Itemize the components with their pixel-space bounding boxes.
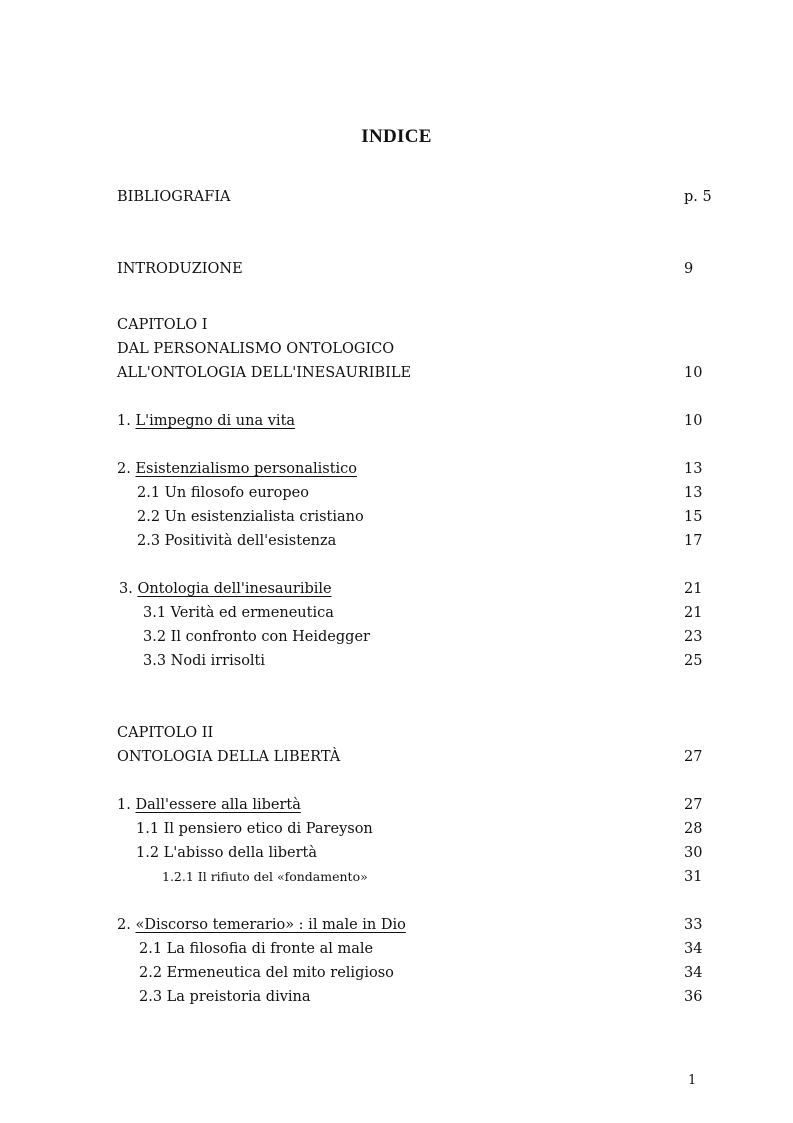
toc-section bbox=[0, 794, 793, 816]
page-number: 1 bbox=[688, 1073, 697, 1088]
toc-entry-page: 21 bbox=[684, 581, 703, 597]
page-title: INDICE bbox=[361, 126, 432, 147]
toc-entry-page: 13 bbox=[684, 461, 703, 477]
toc-entry-text: 3.2 Il confronto con Heidegger bbox=[143, 629, 370, 645]
toc-entry-text: 2.1 Un filosofo europeo bbox=[137, 485, 309, 501]
toc-entry-text: DAL PERSONALISMO ONTOLOGICO bbox=[117, 341, 395, 357]
toc-subsection bbox=[0, 986, 793, 1008]
toc-entry-page: 13 bbox=[684, 485, 703, 501]
toc-entry-page: 10 bbox=[684, 413, 703, 429]
toc-entry-page: p. 5 bbox=[684, 189, 712, 205]
toc-section-number: 2. bbox=[117, 917, 136, 933]
toc-section-number: 3. bbox=[119, 581, 138, 597]
toc-entry-page: 28 bbox=[684, 821, 703, 837]
toc-entry-text: 3.1 Verità ed ermeneutica bbox=[143, 605, 334, 621]
toc-entry-text: ALL'ONTOLOGIA DELL'INESAURIBILE bbox=[117, 365, 412, 381]
toc-section-label bbox=[117, 458, 357, 480]
toc-subsubsection bbox=[0, 866, 793, 888]
toc-entry-page: 30 bbox=[684, 845, 703, 861]
toc-entry-text: ONTOLOGIA DELLA LIBERTÀ bbox=[117, 749, 341, 765]
chapter-heading bbox=[0, 314, 793, 336]
toc-entry-page: 17 bbox=[684, 533, 703, 549]
toc-section-label bbox=[117, 794, 301, 816]
toc-entry-text: BIBLIOGRAFIA bbox=[117, 189, 231, 205]
toc-subsection bbox=[0, 650, 793, 672]
toc-entry-text: 1.1 Il pensiero etico di Pareyson bbox=[136, 821, 373, 837]
toc-entry-text: 2.3 La preistoria divina bbox=[139, 989, 311, 1005]
toc-subsection bbox=[0, 938, 793, 960]
toc-entry-page: 27 bbox=[684, 749, 703, 765]
toc-section bbox=[0, 410, 793, 432]
toc-section-number: 1. bbox=[117, 413, 136, 429]
toc-entry-text: INTRODUZIONE bbox=[117, 261, 243, 277]
toc-subsection bbox=[0, 962, 793, 984]
toc-entry-page: 34 bbox=[684, 941, 703, 957]
toc-subsection bbox=[0, 626, 793, 648]
toc-entry-page: 31 bbox=[684, 869, 703, 885]
toc-section-number: 1. bbox=[117, 797, 136, 813]
toc-entry-text: 2.2 Un esistenzialista cristiano bbox=[137, 509, 364, 525]
toc-entry-text: 2.1 La filosofia di fronte al male bbox=[139, 941, 374, 957]
toc-entry-page: 34 bbox=[684, 965, 703, 981]
toc-entry-text: 1.2 L'abisso della libertà bbox=[136, 845, 318, 861]
chapter-heading bbox=[0, 722, 793, 744]
toc-entry-page: 10 bbox=[684, 365, 703, 381]
toc-entry-page: 27 bbox=[684, 797, 703, 813]
chapter-heading bbox=[0, 338, 793, 360]
toc-entry bbox=[0, 186, 793, 208]
toc-section-label bbox=[117, 410, 295, 432]
toc-entry-page: 36 bbox=[684, 989, 703, 1005]
toc-entry-text: CAPITOLO II bbox=[117, 725, 214, 741]
toc-subsection bbox=[0, 530, 793, 552]
toc-entry-page: 33 bbox=[684, 917, 703, 933]
toc-entry-page: 25 bbox=[684, 653, 703, 669]
chapter-heading bbox=[0, 746, 793, 768]
toc-section-title: L'impegno di una vita bbox=[135, 413, 296, 429]
toc-subsection bbox=[0, 602, 793, 624]
toc-entry-text: CAPITOLO I bbox=[117, 317, 208, 333]
toc-subsection bbox=[0, 842, 793, 864]
toc-section bbox=[0, 914, 793, 936]
toc-entry-text: 3.3 Nodi irrisolti bbox=[143, 653, 266, 669]
toc-entry-page: 9 bbox=[684, 261, 694, 277]
toc-subsection bbox=[0, 818, 793, 840]
toc-section bbox=[0, 458, 793, 480]
toc-section-title: «Discorso temerario» : il male in Dio bbox=[135, 917, 406, 933]
toc-section bbox=[0, 578, 793, 600]
toc-section-title: Ontologia dell'inesauribile bbox=[137, 581, 332, 597]
toc-entry-page: 21 bbox=[684, 605, 703, 621]
toc-entry-text: 2.3 Positività dell'esistenza bbox=[137, 533, 337, 549]
toc-section-title: Esistenzialismo personalistico bbox=[135, 461, 358, 477]
toc-entry-page: 23 bbox=[684, 629, 703, 645]
toc-entry-page: 15 bbox=[684, 509, 703, 525]
toc-section-number: 2. bbox=[117, 461, 136, 477]
toc-section-label bbox=[119, 578, 332, 600]
chapter-heading bbox=[0, 362, 793, 384]
toc-subsection bbox=[0, 506, 793, 528]
toc-section-label bbox=[117, 914, 406, 936]
toc-subsection bbox=[0, 482, 793, 504]
toc-entry-text: 1.2.1 Il rifiuto del «fondamento» bbox=[162, 869, 368, 884]
toc-entry bbox=[0, 258, 793, 280]
toc-entry-text: 2.2 Ermeneutica del mito religioso bbox=[139, 965, 394, 981]
toc-section-title: Dall'essere alla libertà bbox=[135, 797, 301, 813]
